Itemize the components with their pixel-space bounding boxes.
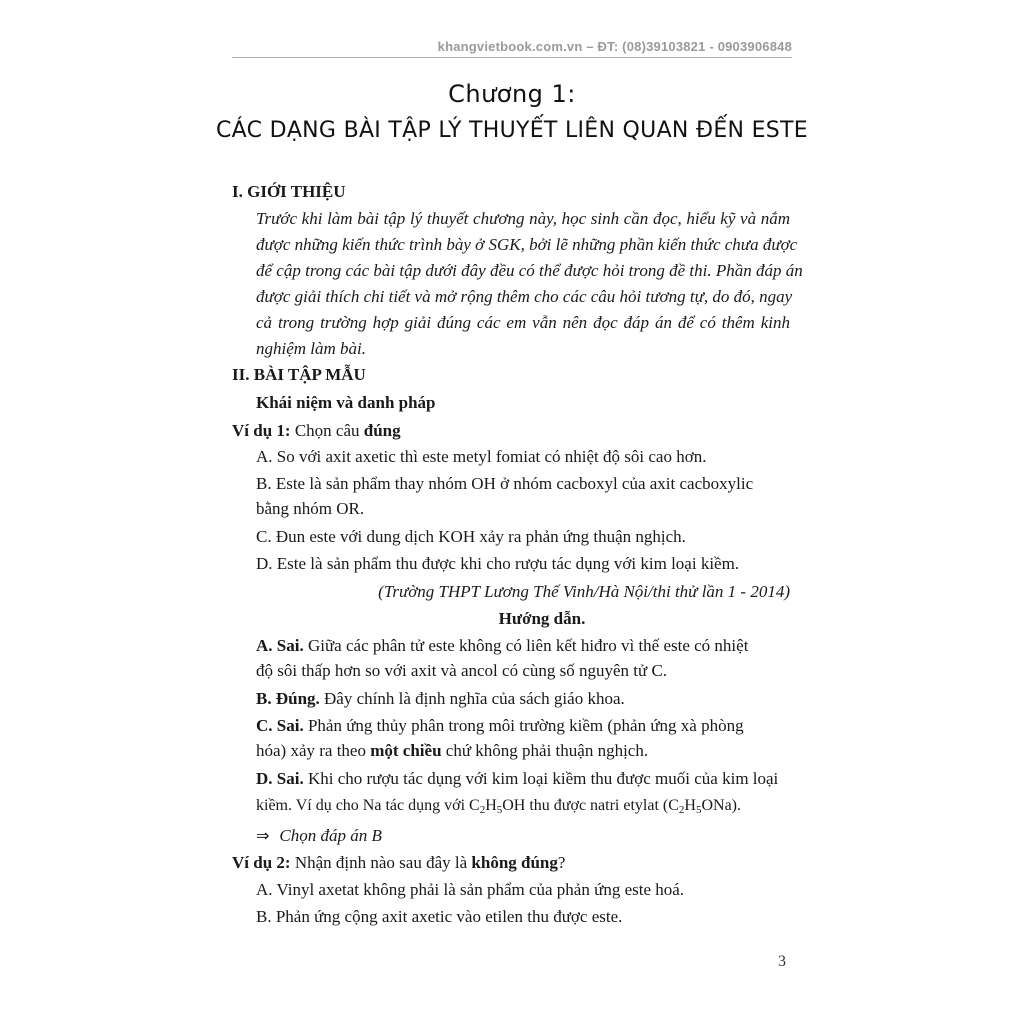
answer-a: [256, 635, 748, 657]
answer-text: Đây chính là định nghĩa của sách giáo khoa.: [319, 689, 625, 708]
example-label: Ví dụ 2:: [232, 853, 291, 872]
option-b: B. Este là sản phẩm thay nhóm OH ở nhóm cacboxyl của axit cacboxylic: [256, 474, 754, 493]
answer-text: hóa) xảy ra theo: [256, 741, 371, 760]
implies-arrow-icon: ⇒: [256, 826, 270, 845]
answer-c-continued: [256, 740, 648, 762]
chapter-title: CÁC DẠNG BÀI TẬP LÝ THUYẾT LIÊN QUAN ĐẾN ESTE: [216, 118, 808, 143]
section-heading-intro: I. GIỚI THIỆU: [232, 182, 346, 201]
answer-text: Giữa các phân tử este không có liên kết hiđro vì thế este có nhiệt: [303, 636, 749, 655]
formula-sodium-ethoxide: $(C_2H_5ONa)$: [662, 797, 738, 816]
answer-text: Phản ứng thủy phân trong môi trường kiềm (phản ứng xà phòng: [303, 716, 744, 735]
answer-d-continued: kiềm. Ví dụ cho Na tác dụng với $C_2H_5OH$ thu được natri etylat $(C_2H_5ONa)$.: [256, 797, 742, 816]
header-divider: [232, 57, 792, 58]
question-emphasis: đúng: [363, 421, 401, 440]
subheading-concepts: Khái niệm và danh pháp: [256, 393, 436, 412]
answer-d: [256, 768, 778, 790]
answer-verdict: C. Sai.: [256, 716, 304, 735]
answer-verdict: B. Đúng.: [256, 689, 320, 708]
intro-paragraph-line: được những kiến thức trình bày ở SGK, bởi lẽ những phần kiến thức chưa được: [256, 235, 798, 254]
formula-ethanol: $C_2H_5OH$: [469, 797, 526, 816]
answer-verdict: A. Sai.: [256, 636, 304, 655]
example-label: Ví dụ 1:: [232, 421, 291, 440]
chapter-label: Chương 1:: [448, 80, 576, 108]
option-a: A. So với axit axetic thì este metyl fomiat có nhiệt độ sôi cao hơn.: [256, 447, 707, 466]
answer-text: kiềm. Ví dụ cho Na tác dụng với: [256, 797, 470, 814]
option-a: A. Vinyl axetat không phải là sản phẩm của phản ứng este hoá.: [256, 880, 685, 899]
answer-conclusion: [256, 825, 382, 847]
answer-text: Khi cho rượu tác dụng với kim loại kiềm thu được muối của kim loại: [303, 769, 779, 788]
example-2-question: Ví dụ 2: Nhận định nào sau đây là không đúng?: [232, 853, 566, 872]
guide-title: Hướng dẫn.: [498, 609, 586, 628]
answer-text: thu được natri etylat: [525, 797, 663, 814]
conclusion-text: Chọn đáp án B: [279, 826, 382, 845]
question-emphasis: không đúng: [471, 853, 558, 872]
answer-a-continued: độ sôi thấp hơn so với axit và ancol có cùng số nguyên tử C.: [256, 661, 668, 680]
intro-paragraph-line: để cập trong các bài tập dưới đây đều có thể được hỏi trong đề thi. Phần đáp án: [256, 261, 803, 280]
example-1-question: [232, 420, 401, 442]
option-c: C. Đun este với dung dịch KOH xảy ra phản ứng thuận nghịch.: [256, 527, 686, 546]
page-number: 3: [778, 953, 786, 970]
answer-b: [256, 688, 625, 710]
option-d: D. Este là sản phẩm thu được khi cho rượu tác dụng với kim loại kiềm.: [256, 554, 740, 573]
question-text: Chọn câu: [290, 421, 364, 440]
running-header: khangvietbook.com.vn – ĐT: (08)39103821 - 0903906848: [437, 39, 792, 54]
option-b: B. Phản ứng cộng axit axetic vào etilen thu được este.: [256, 907, 623, 926]
intro-paragraph-line: nghiệm làm bài.: [256, 339, 367, 358]
answer-c: [256, 715, 744, 737]
answer-emphasis: một chiều: [370, 741, 442, 760]
intro-paragraph-line: được giải thích chi tiết và mở rộng thêm cho các câu hỏi tương tự, do đó, ngay: [256, 287, 793, 306]
intro-paragraph-line: cả trong trường hợp giải đúng các em vẫn nên đọc đáp án để có thêm kinh: [256, 313, 790, 332]
question-text: Nhận định nào sau đây là: [290, 853, 472, 872]
answer-verdict: D. Sai.: [256, 769, 304, 788]
intro-paragraph-line: Trước khi làm bài tập lý thuyết chương này, học sinh cần đọc, hiểu kỹ và nắm: [256, 209, 790, 228]
option-b-continued: bằng nhóm OR.: [256, 499, 365, 518]
answer-text: chứ không phải thuận nghịch.: [441, 741, 649, 760]
question-source: (Trường THPT Lương Thế Vinh/Hà Nội/thi thử lần 1 - 2014): [378, 582, 790, 601]
section-heading-examples: II. BÀI TẬP MẪU: [232, 365, 366, 384]
